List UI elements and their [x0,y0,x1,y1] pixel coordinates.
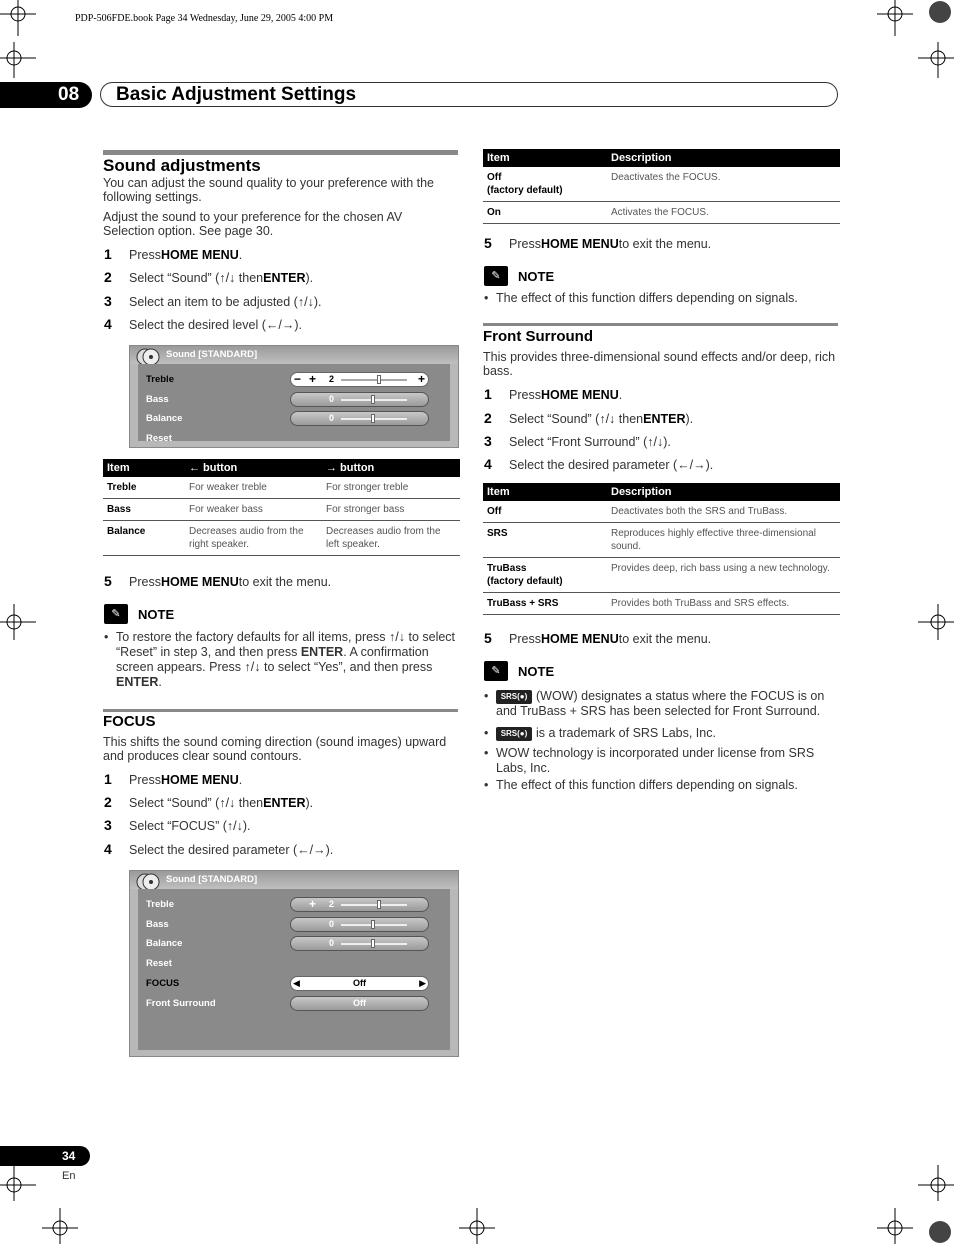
focus-selector[interactable]: ◀ Off ▶ [290,976,429,991]
osd-row-treble[interactable]: Treble [146,374,174,385]
front-surround-table: Item Description Off Deactivates both the SRS and TruBass. SRS Reproduces highly effective three-dimensional sound. TruBass (factory default) Provides deep, rich bass using a new technology. TruBass + SRS Provides both TruBass and SRS effects. [483,483,840,615]
note-bullet: • The effect of this function differs depending on signals. [484,778,798,792]
bass-slider[interactable]: 0 [290,917,429,932]
language-label: En [62,1170,76,1182]
osd-row-bass[interactable]: Bass [146,919,169,930]
section-heading-front-surround: Front Surround [483,328,593,345]
crop-mark-icon [918,42,954,78]
section-rule [483,323,838,326]
srs-logo-icon: SRS(●) [496,727,532,741]
pencil-icon: ✎ [484,661,508,681]
chapter-title: Basic Adjustment Settings [100,82,838,107]
step: 1 Press HOME MENU . [104,246,243,262]
step: 5 Press HOME MENU to exit the menu. [484,630,712,646]
crop-mark-icon [918,1165,954,1201]
crop-mark-icon [918,604,954,640]
sound-items-table: Item ← button → button Treble For weaker treble For stronger treble Bass For weaker bass For stronger bass Balance Decreases audio from the right speaker. Decreases audio from the left speaker. [103,459,460,556]
step: 3 Select “FOCUS” (↑/↓). [104,817,251,833]
note-heading: ✎ NOTE [484,266,554,286]
osd-row-reset[interactable]: Reset [146,433,172,444]
section-heading-focus: FOCUS [103,713,156,730]
step: 2 Select “Sound” (↑/↓ then ENTER ). [104,269,314,285]
minus-icon: − [294,372,302,386]
step: 4 Select the desired parameter (←/→). [104,841,334,857]
bass-slider[interactable]: 0 [290,392,429,407]
intro-paragraph: This shifts the sound coming direction (sound images) upward and produces clear sound contours. [103,735,447,763]
osd-sound-menu [129,870,459,1057]
arrow-left-icon: ◀ [293,978,300,988]
registration-disc-icon [918,1208,954,1244]
arrow-right-icon: ▶ [419,978,426,988]
treble-slider[interactable]: + 2 [290,897,429,912]
table-row: Off Deactivates both the SRS and TruBass. [483,501,840,523]
crop-mark-icon [0,0,36,36]
plus-icon: + [309,372,317,386]
note-bullet: • The effect of this function differs depending on signals. [484,291,798,305]
osd-row-balance[interactable]: Balance [146,938,183,949]
crop-mark-icon [0,42,36,78]
registration-disc-icon [918,0,954,36]
note-bullet: • SRS(●) (WOW) designates a status where the FOCUS is on and TruBass + SRS has been selected for Front Surround. [484,689,825,718]
section-rule [103,709,458,712]
balance-slider[interactable]: 0 [290,411,429,426]
srs-wow-logo-icon: SRS(●) [496,690,532,704]
crop-mark-icon [459,1208,495,1244]
table-row: TruBass (factory default) Provides deep, rich bass using a new technology. [483,558,840,593]
step: 2 Select “Sound” (↑/↓ then ENTER ). [484,410,694,426]
note-bullet: • WOW technology is incorporated under license from SRS Labs, Inc. [484,746,815,775]
crop-mark-icon [42,1208,78,1244]
note-bullet: • To restore the factory defaults for all items, press ↑/↓ to select “Reset” in step 3, and then press ENTER. A confirmation screen appears. Press ↑/↓ to select “Yes”, and then press ENTER. [104,630,456,689]
crop-mark-icon [877,1208,913,1244]
note-bullet: • SRS(●) is a trademark of SRS Labs, Inc. [484,726,716,740]
osd-row-balance[interactable]: Balance [146,413,183,424]
osd-title: Sound [STANDARD] [130,871,458,889]
step: 3 Select “Front Surround” (↑/↓). [484,433,671,449]
step: 1 Press HOME MENU . [484,386,623,402]
intro-paragraph: This provides three-dimensional sound effects and/or deep, rich bass. [483,350,836,378]
osd-title: Sound [STANDARD] [130,346,458,364]
step: 5 Press HOME MENU to exit the menu. [104,573,332,589]
page-number: 34 [0,1146,90,1166]
file-info: PDP-506FDE.book Page 34 Wednesday, June 29, 2005 4:00 PM [75,13,334,24]
table-row: SRS Reproduces highly effective three-dimensional sound. [483,523,840,558]
front-surround-selector[interactable]: Off [290,996,429,1011]
step: 3 Select an item to be adjusted (↑/↓). [104,293,322,309]
table-row: Treble For weaker treble For stronger treble [103,477,460,499]
step: 4 Select the desired level (←/→). [104,316,302,332]
osd-row-front-surround[interactable]: Front Surround [146,998,216,1009]
section-rule [103,150,458,155]
pencil-icon: ✎ [104,604,128,624]
step: 4 Select the desired parameter (←/→). [484,456,714,472]
balance-slider[interactable]: 0 [290,936,429,951]
step: 1 Press HOME MENU . [104,771,243,787]
note-heading: ✎ NOTE [484,661,554,681]
intro-paragraph: You can adjust the sound quality to your preference with the following settings. [103,176,435,204]
table-row: Off (factory default) Deactivates the FOCUS. [483,167,840,202]
plus-icon: + [309,897,317,911]
focus-table: Item Description Off (factory default) Deactivates the FOCUS. On Activates the FOCUS. [483,149,840,224]
treble-slider[interactable]: − + 2 + [290,372,429,387]
osd-row-reset[interactable]: Reset [146,958,172,969]
intro-paragraph: Adjust the sound to your preference for the chosen AV Selection option. See page 30. [103,210,403,238]
section-heading-sound-adjustments: Sound adjustments [103,156,261,175]
table-row: Balance Decreases audio from the right speaker. Decreases audio from the left speaker. [103,521,460,556]
crop-mark-icon [0,604,36,640]
osd-row-bass[interactable]: Bass [146,394,169,405]
osd-row-focus[interactable]: FOCUS [146,978,180,989]
pencil-icon: ✎ [484,266,508,286]
step: 5 Press HOME MENU to exit the menu. [484,235,712,251]
table-row: On Activates the FOCUS. [483,202,840,224]
table-row: Bass For weaker bass For stronger bass [103,499,460,521]
chapter-number: 08 [0,82,92,108]
table-row: TruBass + SRS Provides both TruBass and SRS effects. [483,593,840,615]
crop-mark-icon [0,1165,36,1201]
osd-row-treble[interactable]: Treble [146,899,174,910]
step: 2 Select “Sound” (↑/↓ then ENTER ). [104,794,314,810]
note-heading: ✎ NOTE [104,604,174,624]
osd-sound-menu [129,345,459,448]
crop-mark-icon [877,0,913,36]
plus-icon: + [417,372,425,386]
